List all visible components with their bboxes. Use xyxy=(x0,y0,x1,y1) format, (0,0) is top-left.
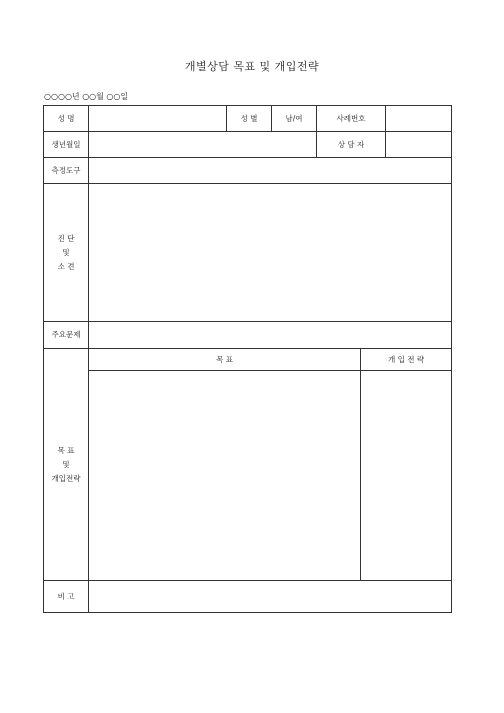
date-line: ○○○○년 ○○월 ○○일 xyxy=(44,92,129,101)
main-problem-field[interactable] xyxy=(89,322,452,349)
name-field[interactable] xyxy=(89,106,227,132)
birth-date-label: 생년월일 xyxy=(44,132,89,158)
document-title: 개별상담 목표 및 개입전략 xyxy=(184,60,320,73)
strategy-column-header: 개 입 전 략 xyxy=(361,349,452,371)
row-goal-body xyxy=(44,371,452,581)
measurement-tool-field[interactable] xyxy=(89,158,452,184)
case-number-field[interactable] xyxy=(386,106,452,132)
goal-label-line3: 개입전략 xyxy=(51,473,81,483)
row-measurement xyxy=(44,158,452,184)
row-goal-header xyxy=(44,349,452,371)
case-number-label: 사례번호 xyxy=(317,106,386,132)
diagnosis-label-line3: 소 견 xyxy=(57,261,75,271)
row-main-problem xyxy=(44,322,452,349)
diagnosis-field[interactable] xyxy=(89,184,452,322)
birth-date-field[interactable] xyxy=(89,132,317,158)
remarks-label: 비 고 xyxy=(44,581,89,613)
goal-column-header: 목 표 xyxy=(89,349,361,371)
goal-strategy-label xyxy=(44,349,89,581)
goal-label-line1: 목 표 xyxy=(57,445,75,455)
strategy-field[interactable] xyxy=(361,371,452,581)
remarks-field[interactable] xyxy=(89,581,452,613)
counselor-label: 상 담 자 xyxy=(317,132,386,158)
measurement-tool-label: 측정도구 xyxy=(44,158,89,184)
counselor-field[interactable] xyxy=(386,132,452,158)
counseling-form-table xyxy=(43,105,452,613)
gender-value[interactable]: 남/여 xyxy=(272,106,317,132)
goal-label-line2: 및 xyxy=(62,459,70,469)
row-name xyxy=(44,106,452,132)
goal-field[interactable] xyxy=(89,371,361,581)
gender-label: 성 별 xyxy=(227,106,272,132)
row-birth xyxy=(44,132,452,158)
main-problem-label: 주요문제 xyxy=(44,322,89,349)
row-diagnosis xyxy=(44,184,452,322)
diagnosis-label-line1: 진 단 xyxy=(57,233,75,243)
diagnosis-label xyxy=(44,184,89,322)
diagnosis-label-line2: 및 xyxy=(62,247,70,257)
row-remarks xyxy=(44,581,452,613)
name-label: 성 명 xyxy=(44,106,89,132)
